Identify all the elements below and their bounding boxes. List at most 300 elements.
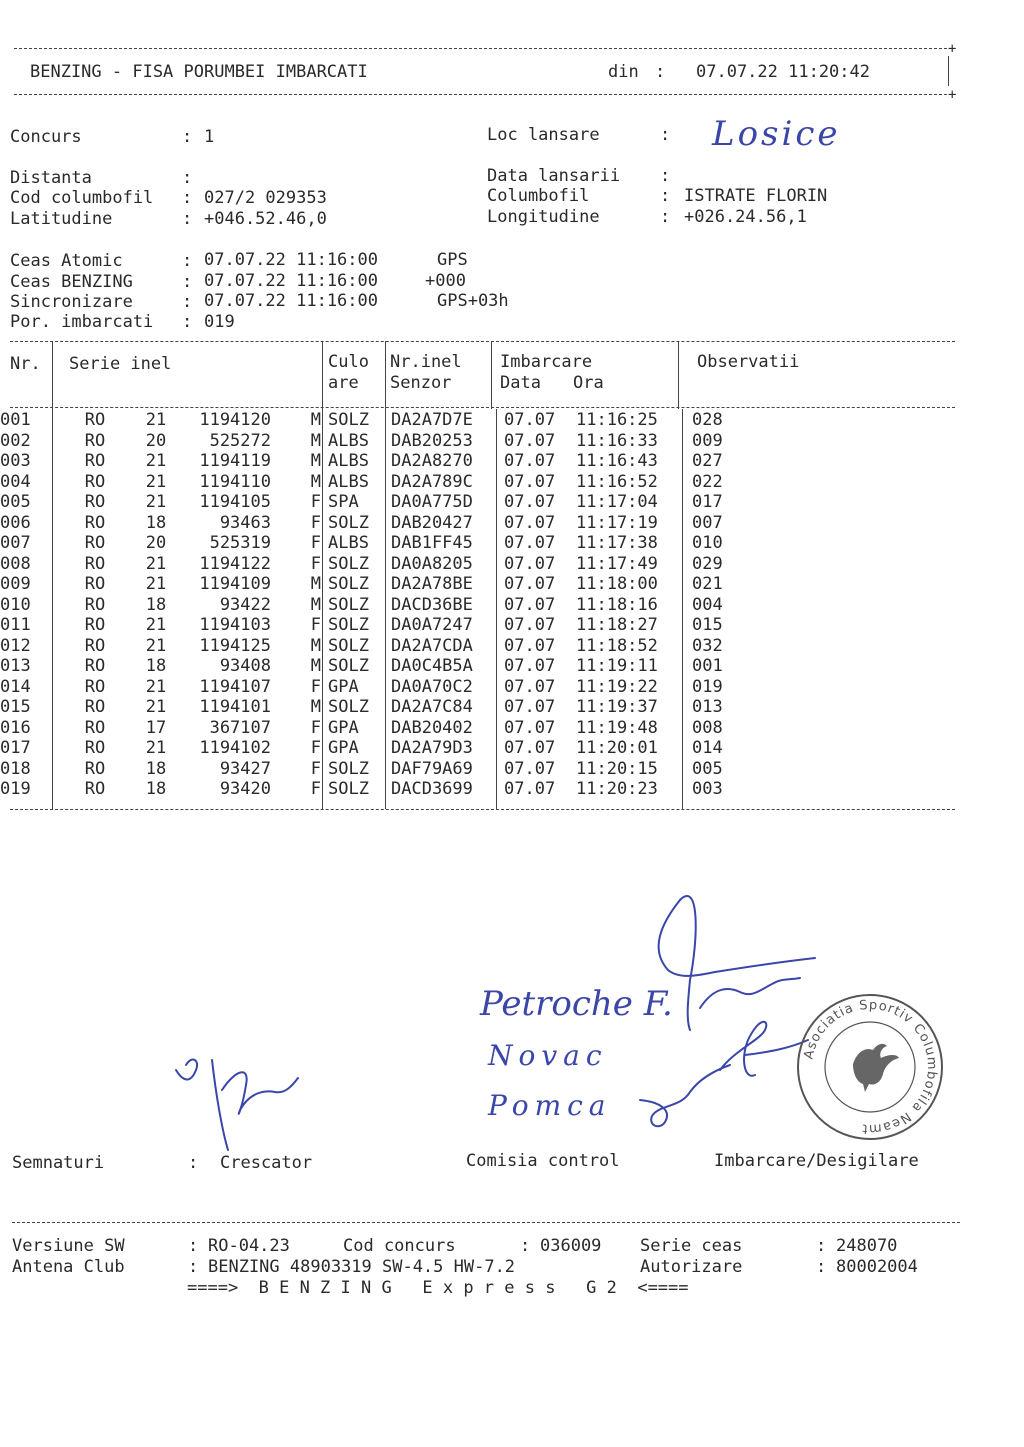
sex: M bbox=[310, 471, 321, 492]
colon: : bbox=[188, 1236, 199, 1256]
ring-number: 1194101 bbox=[199, 697, 271, 717]
ring-number: 367107 bbox=[209, 717, 271, 738]
row-number: 010 bbox=[0, 594, 31, 615]
country-code: RO bbox=[84, 717, 106, 738]
sex: M bbox=[310, 430, 321, 451]
row-number: 005 bbox=[0, 492, 31, 512]
colon: : bbox=[182, 209, 193, 229]
embark-date: 07.07 bbox=[504, 594, 556, 615]
color-code: SOLZ bbox=[328, 656, 369, 676]
country-code: RO bbox=[84, 533, 106, 553]
row-number: 013 bbox=[0, 656, 31, 676]
row-number: 001 bbox=[0, 410, 31, 430]
colon: : bbox=[182, 272, 193, 292]
club-stamp-seal bbox=[795, 992, 945, 1142]
color-code: SPA bbox=[328, 492, 359, 512]
ring-year: 17 bbox=[145, 717, 167, 738]
embark-time: 11:16:43 bbox=[576, 451, 658, 471]
header-right-border bbox=[948, 56, 949, 86]
latitudine-label: Latitudine bbox=[10, 209, 113, 229]
ring-number: 525319 bbox=[209, 533, 271, 553]
embark-date: 07.07 bbox=[504, 779, 556, 799]
sex: M bbox=[310, 594, 321, 615]
ring-year: 21 bbox=[145, 574, 167, 594]
ring-number: 93422 bbox=[219, 594, 271, 615]
ceas-atomic-extra: GPS bbox=[437, 250, 468, 270]
concurs-value: 1 bbox=[204, 127, 215, 147]
ceas-atomic-value: 07.07.22 11:16:00 bbox=[204, 250, 378, 270]
stamp-text: Asociatia Sportiv Columbofila Neamt bbox=[801, 997, 940, 1137]
embark-time: 11:18:52 bbox=[576, 635, 658, 656]
ring-year: 21 bbox=[145, 451, 167, 471]
antena-label: Antena Club bbox=[12, 1257, 125, 1277]
colon: : bbox=[182, 168, 193, 188]
ring-number: 1194107 bbox=[199, 676, 271, 697]
observation: 019 bbox=[692, 676, 723, 697]
ring-year: 18 bbox=[145, 779, 167, 799]
observation: 029 bbox=[692, 553, 723, 574]
ring-number: 1194105 bbox=[199, 492, 271, 512]
row-number: 008 bbox=[0, 553, 31, 574]
observation: 015 bbox=[692, 615, 723, 635]
colon: : bbox=[660, 166, 671, 186]
committee-member-3-signature: Pomca bbox=[488, 1089, 612, 1122]
printed-date: 07.07.22 11:20:42 bbox=[696, 62, 870, 82]
ring-year: 20 bbox=[145, 430, 167, 451]
ceas-atomic-label: Ceas Atomic bbox=[10, 251, 123, 271]
crescator-label: Crescator bbox=[220, 1153, 313, 1173]
col-header-observatii: Observatii bbox=[697, 352, 800, 372]
observation: 005 bbox=[692, 758, 723, 779]
row-number: 011 bbox=[0, 615, 31, 635]
row-number: 009 bbox=[0, 574, 31, 594]
embark-time: 11:16:25 bbox=[576, 410, 658, 430]
embark-date: 07.07 bbox=[504, 492, 556, 512]
embark-date: 07.07 bbox=[504, 574, 556, 594]
sensor-id: DA0A8205 bbox=[391, 553, 473, 574]
country-code: RO bbox=[84, 410, 106, 430]
sensor-id: DAB1FF45 bbox=[391, 533, 473, 553]
embark-date: 07.07 bbox=[504, 697, 556, 717]
colon: : bbox=[188, 1257, 199, 1277]
table-row bbox=[0, 697, 752, 718]
country-code: RO bbox=[84, 430, 106, 451]
colon: : bbox=[660, 125, 671, 145]
signatures-label: Semnaturi bbox=[12, 1153, 105, 1173]
col-header-serie: Serie inel bbox=[69, 354, 172, 374]
embark-date: 07.07 bbox=[504, 430, 556, 451]
observation: 008 bbox=[692, 717, 723, 738]
sex: F bbox=[310, 779, 321, 799]
date-label: din bbox=[608, 62, 639, 82]
sensor-id: DA2A78BE bbox=[391, 574, 473, 594]
table-row bbox=[0, 554, 752, 575]
color-code: ALBS bbox=[328, 430, 369, 451]
embark-time: 11:20:15 bbox=[576, 758, 658, 779]
sex: F bbox=[310, 738, 321, 758]
embarked-pigeons-table bbox=[0, 410, 752, 800]
ring-year: 18 bbox=[145, 512, 167, 533]
country-code: RO bbox=[84, 492, 106, 512]
embark-time: 11:19:22 bbox=[576, 676, 658, 697]
sex: M bbox=[310, 410, 321, 430]
sex: M bbox=[310, 451, 321, 471]
row-number: 016 bbox=[0, 717, 31, 738]
observation: 004 bbox=[692, 594, 723, 615]
sex: F bbox=[310, 533, 321, 553]
embark-date: 07.07 bbox=[504, 758, 556, 779]
row-number: 004 bbox=[0, 471, 31, 492]
ring-number: 93427 bbox=[219, 758, 271, 779]
sensor-id: DA2A79D3 bbox=[391, 738, 473, 758]
sincronizare-extra: GPS+03h bbox=[437, 291, 509, 311]
footer-rule bbox=[12, 1222, 960, 1223]
ring-year: 20 bbox=[145, 533, 167, 553]
table-row bbox=[0, 574, 752, 595]
country-code: RO bbox=[84, 758, 106, 779]
colon: : bbox=[660, 186, 671, 206]
sex: M bbox=[310, 656, 321, 676]
ring-year: 18 bbox=[145, 656, 167, 676]
ring-number: 1194110 bbox=[199, 471, 271, 492]
col-header-inel-2: Senzor bbox=[390, 373, 452, 393]
embark-date: 07.07 bbox=[504, 615, 556, 635]
table-row bbox=[0, 410, 752, 431]
color-code: SOLZ bbox=[328, 574, 369, 594]
columbofil-value: ISTRATE FLORIN bbox=[684, 186, 828, 206]
embark-time: 11:18:16 bbox=[576, 594, 658, 615]
embark-time: 11:17:49 bbox=[576, 553, 658, 574]
observation: 003 bbox=[692, 779, 723, 799]
ring-year: 21 bbox=[145, 697, 167, 717]
country-code: RO bbox=[84, 512, 106, 533]
versiune-value: RO-04.23 bbox=[208, 1236, 290, 1256]
sex: M bbox=[310, 635, 321, 656]
ring-number: 1194122 bbox=[199, 553, 271, 574]
country-code: RO bbox=[84, 615, 106, 635]
cod-columbofil-value: 027/2 029353 bbox=[204, 188, 327, 208]
embark-date: 07.07 bbox=[504, 738, 556, 758]
serie-ceas-value: 248070 bbox=[836, 1236, 898, 1256]
table-row bbox=[0, 636, 752, 657]
sex: F bbox=[310, 512, 321, 533]
color-code: GPA bbox=[328, 717, 359, 738]
data-lansarii-label: Data lansarii bbox=[487, 166, 621, 186]
sincronizare-value: 07.07.22 11:16:00 bbox=[204, 291, 378, 311]
observation: 021 bbox=[692, 574, 723, 594]
colon: : bbox=[182, 312, 193, 332]
colon: : bbox=[816, 1236, 827, 1256]
sensor-id: DA2A8270 bbox=[391, 451, 473, 471]
observation: 007 bbox=[692, 512, 723, 533]
row-number: 019 bbox=[0, 779, 31, 799]
table-row bbox=[0, 595, 752, 616]
row-number: 002 bbox=[0, 430, 31, 451]
ring-number: 1194109 bbox=[199, 574, 271, 594]
longitudine-label: Longitudine bbox=[487, 207, 600, 227]
col-header-nr: Nr. bbox=[10, 354, 41, 374]
ring-number: 93463 bbox=[219, 512, 271, 533]
table-row bbox=[0, 779, 752, 800]
sincronizare-label: Sincronizare bbox=[10, 292, 133, 312]
ceas-benzing-value: 07.07.22 11:16:00 bbox=[204, 271, 378, 291]
observation: 013 bbox=[692, 697, 723, 717]
ring-number: 525272 bbox=[209, 430, 271, 451]
ring-year: 18 bbox=[145, 758, 167, 779]
dove-icon bbox=[853, 1044, 899, 1092]
row-number: 012 bbox=[0, 635, 31, 656]
country-code: RO bbox=[84, 451, 106, 471]
sensor-id: DA2A7C84 bbox=[391, 697, 473, 717]
latitudine-value: +046.52.46,0 bbox=[204, 209, 327, 229]
ceas-benzing-label: Ceas BENZING bbox=[10, 272, 133, 292]
color-code: SOLZ bbox=[328, 697, 369, 717]
table-row bbox=[0, 677, 752, 698]
cod-columbofil-label: Cod columbofil bbox=[10, 188, 154, 208]
color-code: GPA bbox=[328, 676, 359, 697]
embark-date: 07.07 bbox=[504, 512, 556, 533]
embark-date: 07.07 bbox=[504, 410, 556, 430]
embark-date: 07.07 bbox=[504, 635, 556, 656]
country-code: RO bbox=[84, 779, 106, 799]
table-row bbox=[0, 759, 752, 780]
corner-plus: + bbox=[948, 87, 957, 103]
sensor-id: DA2A7D7E bbox=[391, 410, 473, 430]
table-row bbox=[0, 718, 752, 739]
embark-time: 11:19:48 bbox=[576, 717, 658, 738]
sex: M bbox=[310, 697, 321, 717]
imbarcare-desigilare-label: Imbarcare/Desigilare bbox=[714, 1151, 919, 1171]
country-code: RO bbox=[84, 738, 106, 758]
table-body bbox=[0, 410, 752, 800]
colon: : bbox=[182, 292, 193, 312]
col-header-data: Data bbox=[500, 373, 541, 393]
color-code: SOLZ bbox=[328, 758, 369, 779]
sensor-id: DAB20253 bbox=[391, 430, 473, 451]
col-header-imbarcare: Imbarcare bbox=[500, 352, 593, 372]
ring-year: 21 bbox=[145, 492, 167, 512]
embark-date: 07.07 bbox=[504, 656, 556, 676]
color-code: ALBS bbox=[328, 471, 369, 492]
table-row bbox=[0, 615, 752, 636]
ring-year: 21 bbox=[145, 738, 167, 758]
embark-time: 11:18:00 bbox=[576, 574, 658, 594]
column-divider bbox=[322, 341, 323, 409]
antena-value: BENZING 48903319 SW-4.5 HW-7.2 bbox=[208, 1257, 516, 1277]
sex: F bbox=[310, 758, 321, 779]
col-header-ora: Ora bbox=[573, 373, 604, 393]
imbarcati-count: 019 bbox=[204, 312, 235, 332]
cod-concurs-value: 036009 bbox=[540, 1236, 602, 1256]
cod-concurs-label: Cod concurs bbox=[343, 1236, 456, 1256]
sensor-id: DAB20402 bbox=[391, 717, 473, 738]
embark-time: 11:20:23 bbox=[576, 779, 658, 799]
sensor-id: DA2A7CDA bbox=[391, 635, 473, 656]
colon: : bbox=[655, 62, 666, 82]
sensor-id: DA0A7247 bbox=[391, 615, 473, 635]
table-row bbox=[0, 533, 752, 554]
color-code: SOLZ bbox=[328, 553, 369, 574]
ring-year: 21 bbox=[145, 676, 167, 697]
table-row bbox=[0, 513, 752, 534]
observation: 027 bbox=[692, 451, 723, 471]
row-number: 017 bbox=[0, 738, 31, 758]
sensor-id: DAF79A69 bbox=[391, 758, 473, 779]
ring-year: 21 bbox=[145, 635, 167, 656]
embark-date: 07.07 bbox=[504, 676, 556, 697]
table-row bbox=[0, 738, 752, 759]
country-code: RO bbox=[84, 635, 106, 656]
row-number: 015 bbox=[0, 697, 31, 717]
sex: F bbox=[310, 492, 321, 512]
observation: 022 bbox=[692, 471, 723, 492]
observation: 017 bbox=[692, 492, 723, 512]
sex: F bbox=[310, 717, 321, 738]
ring-number: 1194125 bbox=[199, 635, 271, 656]
autorizare-label: Autorizare bbox=[640, 1257, 743, 1277]
table-row bbox=[0, 656, 752, 677]
colon: : bbox=[182, 251, 193, 271]
comisia-control-label: Comisia control bbox=[466, 1151, 620, 1171]
color-code: SOLZ bbox=[328, 635, 369, 656]
color-code: SOLZ bbox=[328, 410, 369, 430]
loc-handwritten-value: Losice bbox=[712, 114, 841, 154]
ring-year: 21 bbox=[145, 553, 167, 574]
embark-date: 07.07 bbox=[504, 717, 556, 738]
row-number: 018 bbox=[0, 758, 31, 779]
concurs-label: Concurs bbox=[10, 127, 82, 147]
benzing-express-banner: ====> B E N Z I N G E x p r e s s G 2 <==== bbox=[187, 1278, 689, 1298]
table-bottom-rule bbox=[10, 809, 955, 810]
color-code: SOLZ bbox=[328, 594, 369, 615]
color-code: SOLZ bbox=[328, 779, 369, 799]
ceas-benzing-extra: +000 bbox=[425, 271, 466, 291]
sensor-id: DA0C4B5A bbox=[391, 656, 473, 676]
sex: F bbox=[310, 615, 321, 635]
ring-year: 18 bbox=[145, 594, 167, 615]
country-code: RO bbox=[84, 574, 106, 594]
ring-number: 1194120 bbox=[199, 410, 271, 430]
observation: 014 bbox=[692, 738, 723, 758]
committee-member-2-signature: Novac bbox=[488, 1039, 608, 1072]
header-bottom-rule bbox=[14, 94, 952, 95]
country-code: RO bbox=[84, 676, 106, 697]
table-row bbox=[0, 492, 752, 513]
col-header-culoare-1: Culo bbox=[328, 352, 369, 372]
table-row bbox=[0, 451, 752, 472]
table-top-rule bbox=[10, 341, 955, 342]
table-header-rule bbox=[10, 407, 955, 408]
country-code: RO bbox=[84, 656, 106, 676]
observation: 001 bbox=[692, 656, 723, 676]
embark-date: 07.07 bbox=[504, 471, 556, 492]
sex: F bbox=[310, 553, 321, 574]
ring-year: 21 bbox=[145, 471, 167, 492]
country-code: RO bbox=[84, 553, 106, 574]
colon: : bbox=[182, 188, 193, 208]
embark-time: 11:19:37 bbox=[576, 697, 658, 717]
colon: : bbox=[188, 1153, 199, 1173]
ring-number: 1194103 bbox=[199, 615, 271, 635]
color-code: GPA bbox=[328, 738, 359, 758]
ring-number: 93408 bbox=[219, 656, 271, 676]
distanta-label: Distanta bbox=[10, 168, 92, 188]
colon: : bbox=[520, 1236, 531, 1256]
column-divider bbox=[385, 341, 386, 409]
corner-plus: + bbox=[948, 41, 957, 57]
ring-year: 21 bbox=[145, 615, 167, 635]
serie-ceas-label: Serie ceas bbox=[640, 1236, 743, 1256]
color-code: ALBS bbox=[328, 451, 369, 471]
embark-time: 11:19:11 bbox=[576, 656, 658, 676]
sensor-id: DA0A70C2 bbox=[391, 676, 473, 697]
columbofil-label: Columbofil bbox=[487, 186, 590, 206]
color-code: SOLZ bbox=[328, 512, 369, 533]
colon: : bbox=[816, 1257, 827, 1277]
row-number: 007 bbox=[0, 533, 31, 553]
color-code: ALBS bbox=[328, 533, 369, 553]
loc-label: Loc lansare bbox=[487, 125, 600, 145]
table-row bbox=[0, 431, 752, 452]
autorizare-value: 80002004 bbox=[836, 1257, 918, 1277]
col-header-culoare-2: are bbox=[328, 373, 359, 393]
color-code: SOLZ bbox=[328, 615, 369, 635]
embark-date: 07.07 bbox=[504, 451, 556, 471]
sensor-id: DACD36BE bbox=[391, 594, 473, 615]
form-title: BENZING - FISA PORUMBEI IMBARCATI bbox=[30, 62, 368, 82]
column-divider bbox=[491, 341, 492, 409]
row-number: 003 bbox=[0, 451, 31, 471]
colon: : bbox=[660, 207, 671, 227]
sensor-id: DAB20427 bbox=[391, 512, 473, 533]
row-number: 006 bbox=[0, 512, 31, 533]
embark-time: 11:18:27 bbox=[576, 615, 658, 635]
ring-number: 1194119 bbox=[199, 451, 271, 471]
versiune-label: Versiune SW bbox=[12, 1236, 125, 1256]
country-code: RO bbox=[84, 471, 106, 492]
table-row bbox=[0, 472, 752, 493]
col-header-inel-1: Nr.inel bbox=[390, 352, 462, 372]
imbarcati-label: Por. imbarcati bbox=[10, 312, 154, 332]
sensor-id: DA2A789C bbox=[391, 471, 473, 492]
embark-time: 11:17:38 bbox=[576, 533, 658, 553]
embark-date: 07.07 bbox=[504, 533, 556, 553]
observation: 032 bbox=[692, 635, 723, 656]
ring-year: 21 bbox=[145, 410, 167, 430]
embark-date: 07.07 bbox=[504, 553, 556, 574]
header-top-rule bbox=[14, 48, 952, 49]
embark-time: 11:17:19 bbox=[576, 512, 658, 533]
committee-member-1-signature: Petroche F. bbox=[480, 984, 673, 1024]
embark-time: 11:16:52 bbox=[576, 471, 658, 492]
embark-time: 11:17:04 bbox=[576, 492, 658, 512]
observation: 010 bbox=[692, 533, 723, 553]
observation: 009 bbox=[692, 430, 723, 451]
row-number: 014 bbox=[0, 676, 31, 697]
sex: M bbox=[310, 574, 321, 594]
ring-number: 93420 bbox=[219, 779, 271, 799]
country-code: RO bbox=[84, 594, 106, 615]
ring-number: 1194102 bbox=[199, 738, 271, 758]
longitudine-value: +026.24.56,1 bbox=[684, 207, 807, 227]
observation: 028 bbox=[692, 410, 723, 430]
sex: F bbox=[310, 676, 321, 697]
country-code: RO bbox=[84, 697, 106, 717]
sensor-id: DACD3699 bbox=[391, 779, 473, 799]
embark-time: 11:20:01 bbox=[576, 738, 658, 758]
sensor-id: DA0A775D bbox=[391, 492, 473, 512]
column-divider bbox=[52, 341, 53, 409]
